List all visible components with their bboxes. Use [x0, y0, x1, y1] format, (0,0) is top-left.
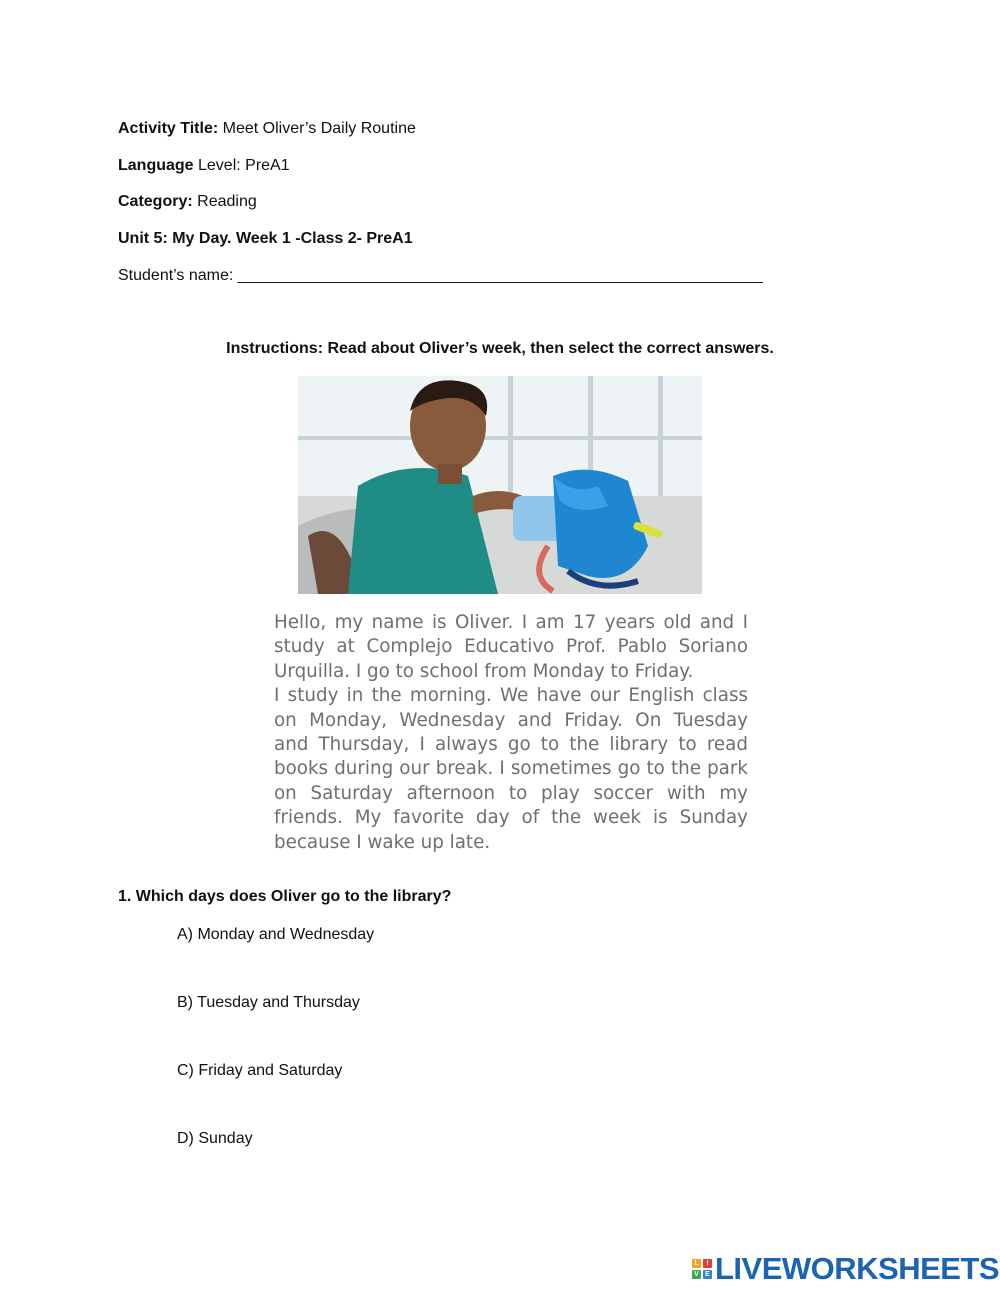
language-label: Language — [118, 157, 194, 174]
unit-heading: Unit 5: My Day. Week 1 -Class 2- PreA1 — [118, 230, 413, 247]
activity-title-label: Activity Title: — [118, 120, 219, 137]
option-a[interactable]: A) Monday and Wednesday — [177, 926, 375, 943]
student-name-field: Student’s name: ___________________________________________________________ — [118, 267, 763, 284]
oliver-backpack-photo — [298, 376, 702, 594]
instructions: Instructions: Read about Oliver’s week, then select the correct answers. — [226, 340, 774, 357]
liveworksheets-logo — [692, 1252, 999, 1286]
language-level-value: Level: PreA1 — [193, 157, 290, 174]
option-d[interactable]: D) Sunday — [177, 1130, 253, 1147]
logo-mark-l: L — [692, 1259, 701, 1268]
option-c[interactable]: C) Friday and Saturday — [177, 1062, 343, 1079]
logo-mark-e: E — [703, 1270, 712, 1279]
logo-mark-i: I — [703, 1259, 712, 1268]
category-line — [118, 192, 257, 212]
language-level-line — [118, 156, 290, 176]
reading-paragraph-2: I study in the morning. We have our English class on Monday, Wednesday and Friday. On Tuesday and Thursday, I always go to the library to read books during our break. I sometimes go to the park on Saturday afternoon to play soccer with my friends. My favorite day of the week is Sunday because I wake up late. — [274, 685, 748, 853]
reading-passage — [274, 611, 748, 855]
category-label: Category: — [118, 193, 193, 210]
liveworksheets-logo-icon — [692, 1259, 712, 1279]
activity-title-line — [118, 119, 416, 139]
reading-paragraph-1: Hello, my name is Oliver. I am 17 years old and I study at Complejo Educativo Prof. Pablo Soriano Urquilla. I go to school from Monday to Friday. — [274, 612, 748, 682]
category-value: Reading — [192, 193, 257, 210]
option-b[interactable]: B) Tuesday and Thursday — [177, 994, 360, 1011]
logo-mark-v: V — [692, 1270, 701, 1279]
question-1: 1. Which days does Oliver go to the library? — [118, 888, 452, 905]
activity-title-value: Meet Oliver’s Daily Routine — [218, 120, 416, 137]
liveworksheets-logo-text: LIVEWORKSHEETS — [715, 1251, 1000, 1286]
